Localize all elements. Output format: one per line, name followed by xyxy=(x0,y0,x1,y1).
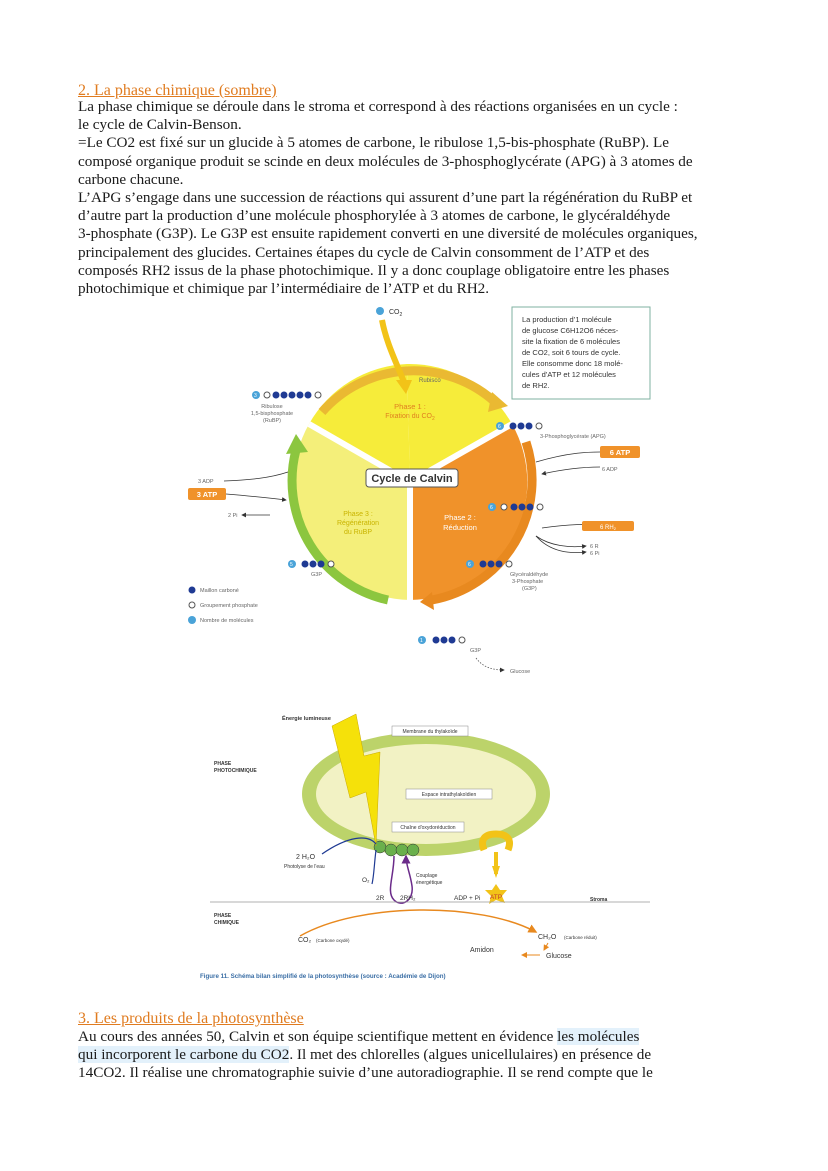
phase-chimique-label-1: PHASE xyxy=(214,913,232,919)
note-line: La production d’1 molécule xyxy=(522,315,612,324)
para-line: d’autre part la production d’une molécule phosphorylée à 3 atomes de carbone, le glycéraldéhyde xyxy=(78,207,671,225)
h2o-label: 2 H₂O xyxy=(296,854,316,861)
phase-2-text: Réduction xyxy=(443,523,477,532)
phase-2-title: Phase 2 : xyxy=(444,513,476,522)
light-energy-label: Énergie lumineuse xyxy=(282,716,331,722)
g3p-label-2: 3-Phosphate xyxy=(512,579,544,585)
phase-1-text: Fixation du $CO_2$ xyxy=(385,413,435,422)
svg-text:3: 3 xyxy=(254,393,257,399)
para-text: 14CO2. Il réalise une chromatographie suivie d’une autoradiographie. Il se rend compte que le xyxy=(78,1064,653,1082)
co2-note: (Carbone oxydé) xyxy=(316,938,350,943)
rubisco-label: Rubisco xyxy=(419,378,441,384)
para-line: La phase chimique se déroule dans le stroma et correspond à des réactions organisées en un cycle : xyxy=(78,98,678,115)
g3p-label-1: Glycéraldéhyde xyxy=(510,572,549,578)
phase-chimique-label-2: CHIMIQUE xyxy=(214,920,239,926)
couplage-label-2: énergétique xyxy=(416,880,443,886)
ch2o-note: (Carbone réduit) xyxy=(564,935,597,940)
phase-3-title: Phase 3 : xyxy=(343,511,373,518)
para-line: photochimique et chimique par l’intermédiaire de l’ATP et du RH2. xyxy=(78,280,490,298)
photolyse-label: Photolyse de l'eau xyxy=(284,864,325,870)
para-line: 3-phosphate (G3P). Le G3P est ensuite rapidement converti en une diversité de molécules organiques, xyxy=(78,225,698,243)
rubp-label-3: (RuBP) xyxy=(262,418,282,424)
pi6-label: 6 Pi xyxy=(590,551,600,557)
svg-text:6: 6 xyxy=(468,562,471,568)
co2-label: $CO_2$ xyxy=(389,309,403,318)
adp3-label: 3 ADP xyxy=(198,479,214,485)
rh2-label: 2RH₂ xyxy=(400,895,416,902)
atp3-label: 3 ATP xyxy=(196,490,218,499)
note-line: de glucose C6H12O6 néces- xyxy=(522,326,619,335)
legend-carbon-icon xyxy=(189,587,196,594)
rubp-label-1: Ribulose xyxy=(261,404,283,410)
couplage-label-1: Couplage xyxy=(416,873,438,879)
espace-label: Espace intrathylakoïdien xyxy=(421,792,477,798)
rh6-label: 6 RH2 xyxy=(600,525,616,531)
legend-molecules-icon xyxy=(188,616,196,624)
g3p-label-3: (G3P) xyxy=(522,586,537,592)
note-line: de RH2. xyxy=(522,381,550,390)
legend-phosphate-label: Groupement phosphate xyxy=(200,603,258,609)
adp6-label: 6 ADP xyxy=(602,467,618,473)
svg-text:5: 5 xyxy=(290,562,293,568)
g3p-left-label: G3P xyxy=(311,572,323,578)
para-text: Au cours des années 50, Calvin et son équipe scientifique mettent en évidence xyxy=(78,1028,558,1045)
section-3-heading: 3. Les produits de la photosynthèse xyxy=(78,1010,304,1027)
phase-3-text-2: du RuBP xyxy=(343,529,373,536)
phase-photochimique-label-1: PHASE xyxy=(214,761,232,767)
chaine-label: Chaîne d'oxydoréduction xyxy=(400,825,456,831)
section-2-heading: 2. La phase chimique (sombre) xyxy=(78,82,277,99)
section-3-paragraph xyxy=(78,1028,750,1083)
para-line: composé organique produit se scinde en deux molécules de 3-phosphoglycérate (APG) à 3 atomes de xyxy=(78,152,693,170)
carbon-reduction-arrow xyxy=(300,910,536,936)
membrane-label: Membrane du thylakoïde xyxy=(402,729,458,735)
g3p-molecule-bottom xyxy=(418,636,465,644)
cycle-center-label: Cycle de Calvin xyxy=(371,473,453,485)
g3p-bottom-label: G3P xyxy=(470,648,482,654)
photosynthesis-summary-diagram xyxy=(180,706,660,986)
legend-phosphate-icon xyxy=(189,602,195,608)
para-text: . Il met des chlorelles (algues unicellulaires) en présence de xyxy=(289,1046,652,1064)
highlighted-text: les molécules xyxy=(557,1028,640,1045)
glucose-label: Glucose xyxy=(510,669,531,675)
note-line: de CO2, soit 6 tours de cycle. xyxy=(522,348,621,357)
para-line: composés RH2 issus de la phase photochimique. Il y a donc couplage obligatoire entre les phases xyxy=(78,261,670,279)
r6-label: 6 R xyxy=(590,544,599,550)
atp-label: ATP xyxy=(489,894,503,901)
phase-3-text-1: Régénération xyxy=(336,520,380,527)
glucose-label: Glucose xyxy=(546,953,572,960)
para-line: principalement des glucides. Certaines étapes du cycle de Calvin consomment de l’ATP et des xyxy=(78,243,650,261)
pi2-label: 2 Pi xyxy=(228,513,238,519)
stroma-label: Stroma xyxy=(590,897,608,903)
highlighted-text: qui incorporent le carbone du CO2 xyxy=(78,1046,290,1064)
note-line: Elle consomme donc 18 molé- xyxy=(522,359,623,368)
svg-text:6: 6 xyxy=(490,505,493,511)
note-line: site la fixation de 6 molécules xyxy=(522,337,620,346)
molecule-count-icon xyxy=(376,307,384,315)
o2-label: O₂ xyxy=(362,877,370,884)
section-2-paragraph xyxy=(78,98,750,298)
phase-photochimique-label-2: PHOTOCHIMIQUE xyxy=(214,768,257,774)
rubp-label-2: 1,5-bisphosphate xyxy=(250,411,294,417)
ch2o-label: CH₂O xyxy=(538,934,557,941)
calvin-cycle-diagram xyxy=(170,302,660,686)
apg-label: 3-Phosphoglycérate (APG) xyxy=(540,434,606,440)
amidon-label: Amidon xyxy=(470,947,494,954)
r2-label: 2R xyxy=(376,895,385,902)
para-line: carbone chacune. xyxy=(78,170,184,188)
note-line: cules d’ATP et 12 molécules xyxy=(522,370,616,379)
para-line: L’APG s’engage dans une succession de réactions qui assurent d’une part la régénération du RuBP et xyxy=(78,189,693,207)
adp-pi-label: ADP + Pi xyxy=(454,895,481,902)
svg-text:6: 6 xyxy=(498,424,501,430)
legend-molecules-label: Nombre de molécules xyxy=(200,618,254,624)
para-line: =Le CO2 est fixé sur un glucide à 5 atomes de carbone, le ribulose 1,5-bis-phosphate (RuBP). Le xyxy=(78,134,670,152)
co2-label: CO₂ xyxy=(298,937,312,944)
rubp-molecule xyxy=(252,391,321,399)
para-line: le cycle de Calvin-Benson. xyxy=(78,116,242,134)
svg-text:1: 1 xyxy=(420,638,423,644)
atp6-label: 6 ATP xyxy=(609,448,631,457)
legend-carbon-label: Maillon carboné xyxy=(200,588,239,594)
figure-caption: Figure 11. Schéma bilan simplifié de la photosynthèse (source : Académie de Dijon) xyxy=(200,973,446,980)
phase-1-title: Phase 1 : xyxy=(394,402,426,411)
